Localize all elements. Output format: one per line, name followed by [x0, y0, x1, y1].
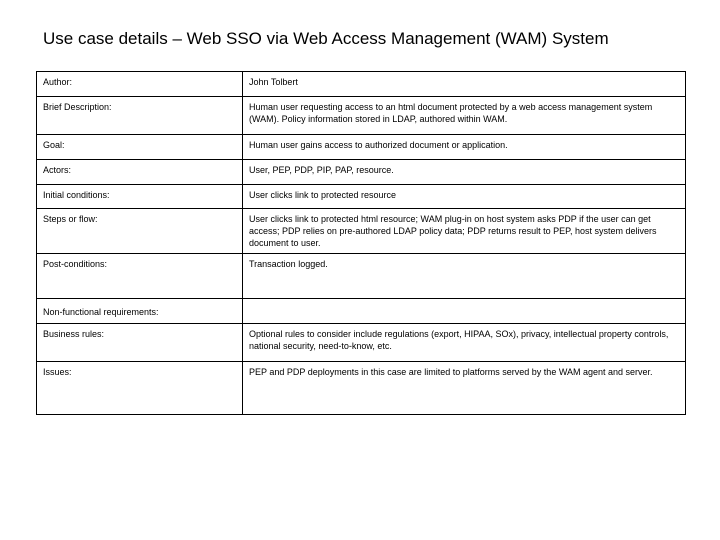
row-label: Brief Description:: [37, 97, 243, 135]
row-label: Post-conditions:: [37, 254, 243, 299]
row-label: Actors:: [37, 160, 243, 185]
row-value: User clicks link to protected resource: [243, 185, 686, 209]
table-row: [37, 135, 686, 160]
table-row: [37, 209, 686, 254]
row-label: Issues:: [37, 362, 243, 415]
table-row: [37, 185, 686, 209]
use-case-table: [36, 71, 686, 415]
table-row: [37, 97, 686, 135]
row-value: PEP and PDP deployments in this case are limited to platforms served by the WAM agent and server.: [243, 362, 686, 415]
row-value: John Tolbert: [243, 72, 686, 97]
table-row: [37, 324, 686, 362]
table-row: [37, 72, 686, 97]
row-value: Human user gains access to authorized document or application.: [243, 135, 686, 160]
page-title: Use case details – Web SSO via Web Access Management (WAM) System: [43, 29, 609, 48]
row-value: User, PEP, PDP, PIP, PAP, resource.: [243, 160, 686, 185]
row-value: Transaction logged.: [243, 254, 686, 299]
table-row: [37, 362, 686, 415]
row-value: Optional rules to consider include regulations (export, HIPAA, SOx), privacy, intellectual property controls, national security, need-to-know, etc.: [243, 324, 686, 362]
row-value: User clicks link to protected html resource; WAM plug-in on host system asks PDP if the user can get access; PDP relies on pre-authored LDAP policy data; PDP returns result to PEP, host system delivers document to user.: [243, 209, 686, 254]
row-label: Initial conditions:: [37, 185, 243, 209]
row-value: [243, 299, 686, 324]
row-label: Business rules:: [37, 324, 243, 362]
table-row: [37, 299, 686, 324]
row-value: Human user requesting access to an html document protected by a web access management system (WAM). Policy information stored in LDAP, authored within WAM.: [243, 97, 686, 135]
table-row: [37, 254, 686, 299]
row-label: Non-functional requirements:: [37, 299, 243, 324]
row-label: Author:: [37, 72, 243, 97]
row-label: Goal:: [37, 135, 243, 160]
table-row: [37, 160, 686, 185]
row-label: Steps or flow:: [37, 209, 243, 254]
